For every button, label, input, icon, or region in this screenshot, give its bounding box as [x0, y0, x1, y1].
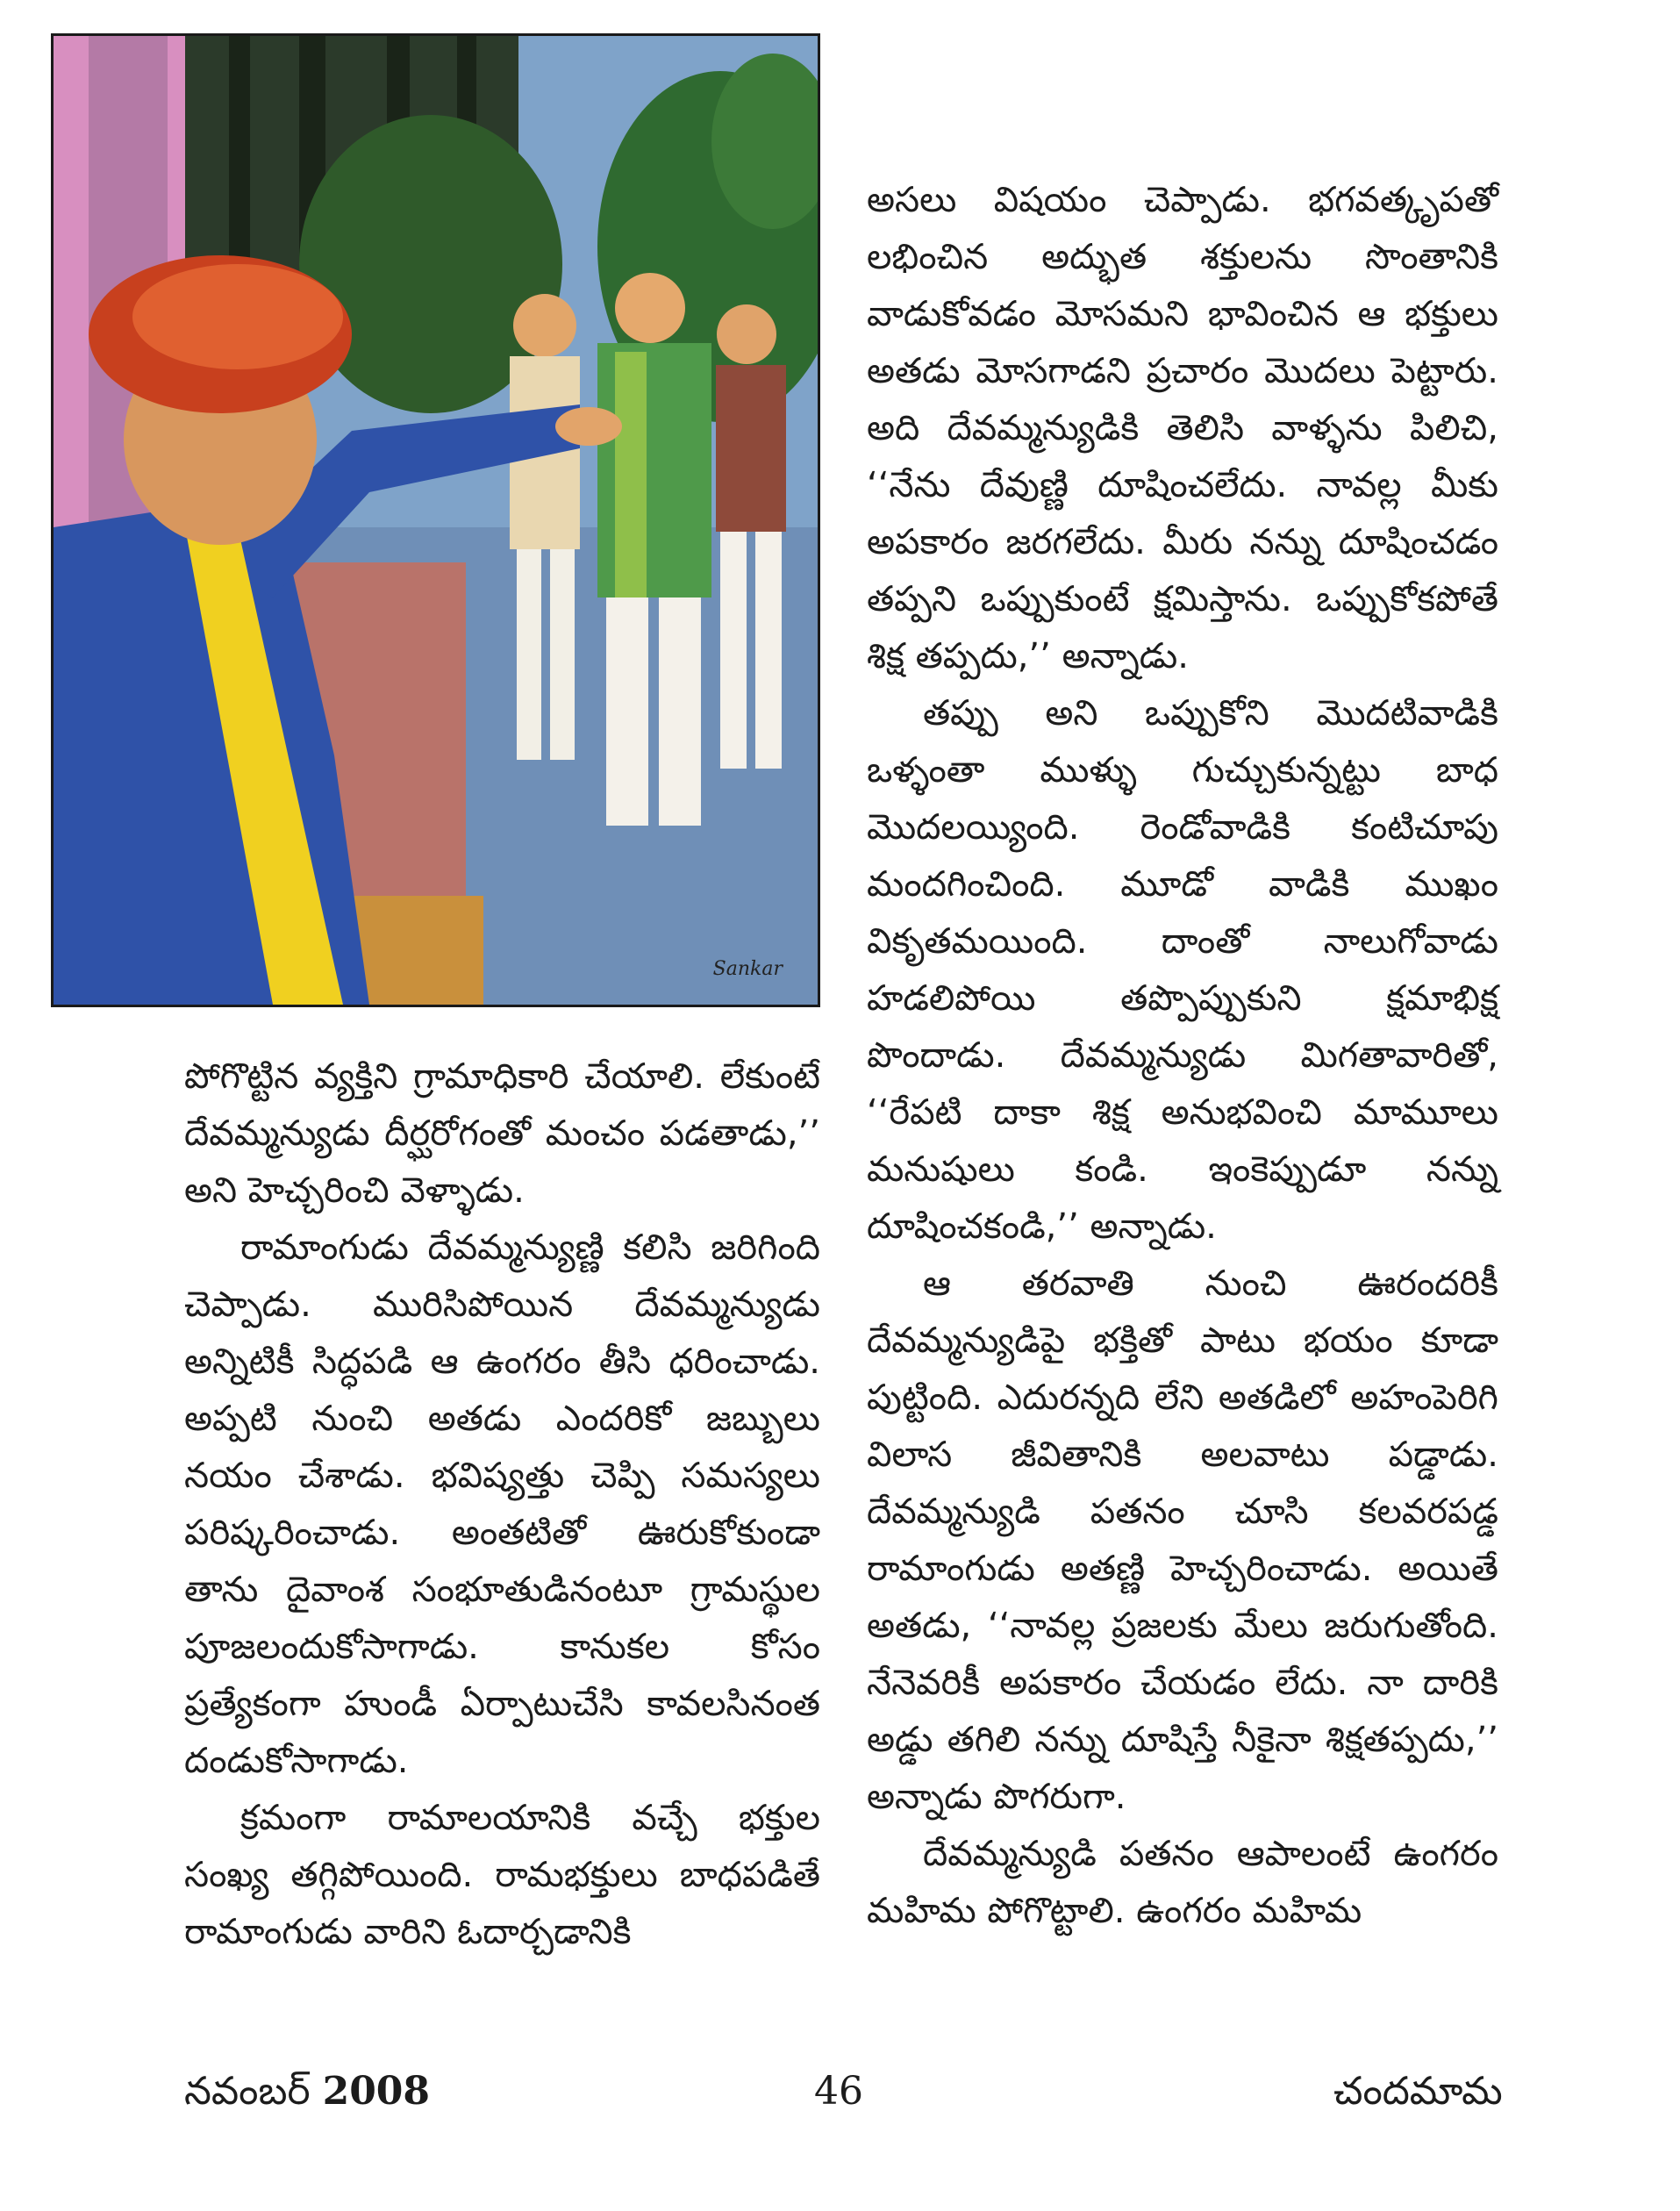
paragraph: ఆ తరవాతి నుంచి ఊరందరికీ దేవమ్మన్యుడిపై భక్తితో పాటు భయం కూడా పుట్టింది. ఎదురన్నది లేని అతడిలో అహంపెరిగి విలాస జీవితానికి అలవాటు పడ్డాడు. దేవమ్మన్యుడి పతనం చూసి కలవరపడ్డ రామాంగుడు అతణ్ణి హెచ్చరించాడు. అయితే అతడు, ‘‘నావల్ల ప్రజలకు మేలు జరుగుతోంది. నేనెవరికీ అపకారం చేయడం లేదు. నా దారికి అడ్డు తగిలి నన్ను దూషిస్తే నీకైనా శిక్షతప్పదు,’’ అన్నాడు పొగరుగా.	[867, 1263, 1498, 1817]
devotees-group	[510, 273, 786, 826]
issue-year: 2008	[322, 2069, 431, 2114]
story-illustration	[51, 33, 820, 1007]
right-text-column	[867, 172, 1498, 1940]
page-number: 46	[814, 2069, 863, 2114]
paragraph: దేవమ్మన్యుడి పతనం ఆపాలంటే ఉంగరం మహిమ పోగొట్టాలి. ఉంగరం మహిమ	[867, 1834, 1498, 1931]
magazine-name: చందమామ	[1333, 2069, 1503, 2114]
paragraph: రామాంగుడు దేవమ్మన్యుణ్ణి కలిసి జరిగింది చెప్పాడు. మురిసిపోయిన దేవమ్మన్యుడు అన్నిటికీ సిద్ధపడి ఆ ఉంగరం తీసి ధరించాడు. అప్పటి నుంచి అతడు ఎందరికో జబ్బులు నయం చేశాడు. భవిష్యత్తు చెప్పి సమస్యలు పరిష్కరించాడు. అంతటితో ఊరుకోకుండా తాను దైవాంశ సంభూతుడినంటూ గ్రామస్థుల పూజలందుకోసాగాడు. కానుకల కోసం ప్రత్యేకంగా హుండీ ఏర్పాటుచేసి కావలసినంత దండుకోసాగాడు.	[184, 1227, 820, 1781]
paragraph: క్రమంగా రామాలయానికి వచ్చే భక్తుల సంఖ్య తగ్గిపోయింది. రామభక్తులు బాధపడితే రామాంగుడు వారిని ఓదార్చడానికి	[184, 1798, 820, 1952]
illustration-scene	[54, 36, 818, 1005]
artist-signature: Sankar	[712, 958, 783, 980]
paragraph: అసలు విషయం చెప్పాడు. భగవత్కృపతో లభించిన అద్భుత శక్తులను సొంతానికి వాడుకోవడం మోసమని భావించిన ఆ భక్తులు అతడు మోసగాడని ప్రచారం మొదలు పెట్టారు. అది దేవమ్మన్యుడికి తెలిసి వాళ్ళను పిలిచి, ‘‘నేను దేవుణ్ణి దూషించలేదు. నావల్ల మీకు అపకారం జరగలేదు. మీరు నన్ను దూషించడం తప్పని ఒప్పుకుంటే క్షమిస్తాను. ఒప్పుకోకపోతే శిక్ష తప్పదు,’’ అన్నాడు.	[867, 180, 1498, 676]
footer-issue-date	[184, 2069, 430, 2123]
issue-month: నవంబర్	[184, 2069, 311, 2114]
left-text-column	[184, 1048, 820, 1961]
paragraph: తప్పు అని ఒప్పుకోని మొదటివాడికి ఒళ్ళంతా ముళ్ళు గుచ్చుకున్నట్టు బాధ మొదలయ్యింది. రెండోవాడికి కంటిచూపు మందగించింది. మూడో వాడికి ముఖం వికృతమయింది. దాంతో నాలుగోవాడు హడలిపోయి తప్పొప్పుకుని క్షమాభిక్ష పొందాడు. దేవమ్మన్యుడు మిగతావారితో, ‘‘రేపటి దాకా శిక్ష అనుభవించి మామూలు మనుషులు కండి. ఇంకెప్పుడూ నన్ను దూషించకండి,’’ అన్నాడు.	[867, 693, 1498, 1247]
paragraph: పోగొట్టిన వ్యక్తిని గ్రామాధికారి చేయాలి. లేకుంటే దేవమ్మన్యుడు దీర్ఘరోగంతో మంచం పడతాడు,’’ అని హెచ్చరించి వెళ్ళాడు.	[184, 1056, 820, 1211]
